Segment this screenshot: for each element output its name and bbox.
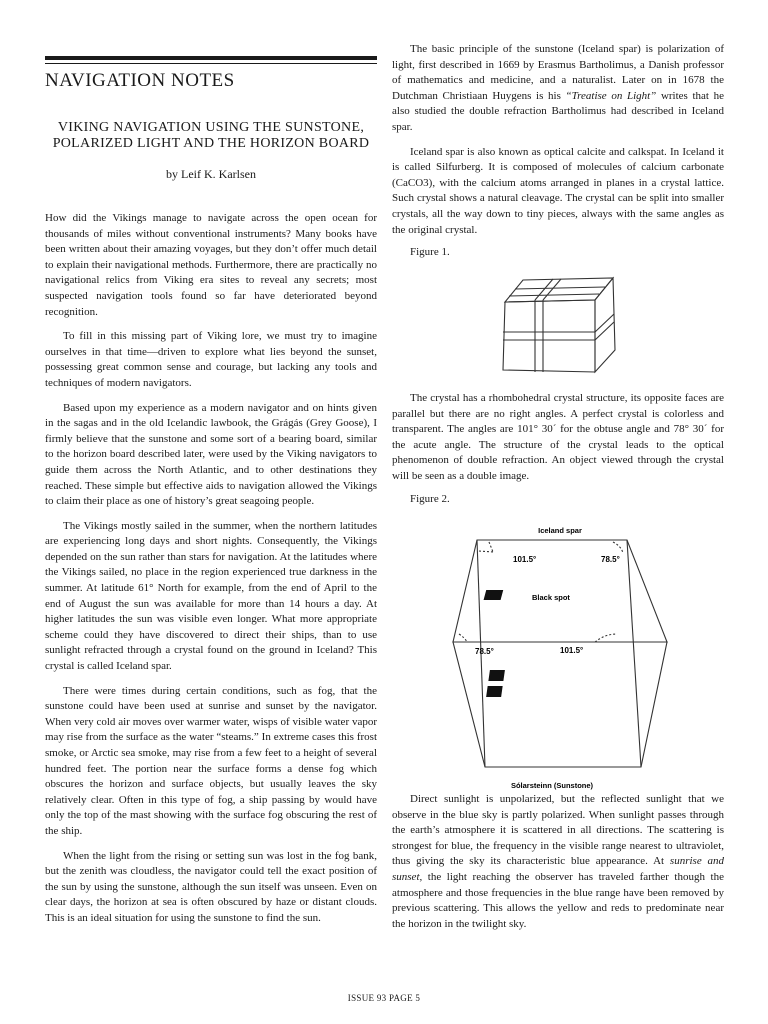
- figure-1-label: Figure 1.: [410, 246, 450, 258]
- angle-top-left: 101.5°: [513, 555, 537, 564]
- spar-right-edge: [627, 540, 641, 767]
- emphasis: sunrise and sunset,: [392, 855, 725, 883]
- spar-top-face: [453, 540, 667, 642]
- text-run: Direct sunlight is unpolarized, but the reflected sunlight that we observe in the blue sky is partly polarized. When sunlight passes through the earth’s atmosphere it is scattered in all directions. The scattering is strongest for blue, the frequency in the visible range nearest to ultraviolet, thus giving the sky its characteristic blue appearance. At: [392, 793, 724, 868]
- byline: by Leif K. Karlsen: [166, 167, 256, 181]
- paragraph: Based upon my experience as a modern navigator and on hints given in the sagas and in the old Icelandic lawbook, the Grágás (Grey Goose), I firmly believe that the sunstone and some sort of a bearing board, similar to the horizon board described later, were used by the Viking navigators to guide them across the North Atlantic, and to other destinations they reached. These simple but effective aids to navigation allowed the Vikings to claim their place as one of history’s great seagoing people.: [45, 401, 377, 508]
- left-column: [45, 211, 377, 936]
- paragraph: The crystal has a rhombohedral crystal structure, its opposite faces are parallel but there are no right angles. A perfect crystal is colorless and transparent. The angles are 101° 30´ for the obtuse angle and 78° 30´ for the acute angle. The structure of the crystal leads to the optical phenomenon of double refraction. An object viewed through the crystal will be seen as a double image.: [392, 392, 724, 482]
- paragraph: Iceland spar is also known as optical calcite and calkspat. In Iceland it is called Silfurberg. It is composed of molecules of calcium carbonate (CaCO3), with the calcium atoms arranged in planes in a crystal lattice. Such crystal shows a natural cleavage. The crystal can be split into smaller crystals, all the way down to tiny pieces, always with the same angles as the original crystal.: [392, 145, 724, 236]
- book-title: “Treatise on Light”: [565, 89, 657, 102]
- paragraph: [392, 792, 724, 932]
- figure-1-crystal-diagram: [495, 272, 645, 374]
- double-image-spot-1: [488, 670, 505, 681]
- paragraph: [392, 42, 724, 136]
- double-image-spot-2: [486, 686, 503, 697]
- paragraph: When the light from the rising or setting sun was lost in the fog bank, but the zenith was cloudless, the navigator could tell the exact position of the sun by using the sunstone, although the sun itself was unseen. Even on clear days, the horizon at sea is often obscured by haze or distant clouds. This is an ideal situation for using the sunstone to find the sun.: [45, 849, 377, 924]
- text-run: The basic principle of the sunstone (Iceland spar) is polarization of light, first described in 1669 by Erasmus Bartholimus, a Danish professor of mathematics and medicine, and a naturalist. Later on in 1678 the Dutchman Christiaan Huygens is his: [392, 43, 724, 102]
- header-rule-thin: [45, 63, 377, 64]
- angle-mid-right: 101.5°: [560, 646, 584, 655]
- figure-2-sunstone-diagram: [445, 520, 675, 792]
- text-run: writes that he also studied the double refraction Bartholimus had described in Iceland spar.: [392, 89, 724, 133]
- crystal-front-face: [503, 300, 595, 372]
- right-column-top: [392, 42, 724, 247]
- figure-2-caption: Sólarsteinn (Sunstone): [510, 781, 594, 790]
- article-title: VIKING NAVIGATION USING THE SUNSTONE, POLARIZED LIGHT AND THE HORIZON BOARD: [52, 120, 370, 151]
- angle-top-right: 78.5°: [601, 555, 620, 564]
- paragraph: There were times during certain conditions, such as fog, that the sunstone could have been used at sunrise and sunset by the navigator. When very cold air moves over warmer water, wisps of visible water vapor may rise from the surface as the water “steams.” In extreme cases this frost smoke, or Arctic sea smoke, may rise from a few feet to a height of several hundred feet. The portion near the surface forms a dense fog which obscures the horizon and surface objects, but usually leaves the sky relatively clear. Often in this type of fog, a ship passing by would have only the top of the mast showing with the surface fog obscuring the rest of the ship.: [45, 684, 377, 837]
- right-column-bottom: [392, 792, 724, 941]
- figure-2-title: Iceland spar: [538, 526, 582, 535]
- black-spot: [484, 590, 504, 600]
- paragraph: To fill in this missing part of Viking lore, we must try to imagine ourselves in that time—driven to explore what lies beyond the sunset, possessing great common sense and courage, but lacking any tools and techniques of modern navigators.: [45, 330, 377, 389]
- section-title: NAVIGATION NOTES: [45, 70, 235, 91]
- right-column-middle: [392, 391, 724, 494]
- crystal-side-face: [595, 278, 615, 372]
- page-footer: ISSUE 93 PAGE 5: [347, 993, 421, 1003]
- figure-2-label: Figure 2.: [410, 493, 450, 505]
- text-run: the light reaching the observer has traveled farther though the atmosphere and those frequencies in the blue range have been removed by previous scattering. This allows the yellow and reds to predominate near the horizon in the twilight sky.: [392, 870, 724, 930]
- header-rule-thick: [45, 56, 377, 60]
- black-spot-label: Black spot: [532, 593, 570, 602]
- paragraph: How did the Vikings manage to navigate across the open ocean for thousands of miles without conventional instruments? Many books have been written about their amazing voyages, but they don’t offer much detail to explain their navigational methods. Furthermore, there are practically no navigational relics from Viking era sites to reveal any secrets; most suspected navigation tools found so far have deteriorated beyond recognition.: [45, 212, 377, 318]
- angle-mid-left: 78.5°: [475, 647, 494, 656]
- paragraph: The Vikings mostly sailed in the summer, when the northern latitudes are experiencing long days and short nights. Consequently, the Vikings depended on the sun rather than stars for navigation. At the latitudes where the Vikings sailed, no place in the region experienced true darkness in the summer. At latitude 61° North for example, from the end of April to the end of August the sun was available for more than 14 hours a day. At higher latitudes the sun was visible even longer. What more appropriate scheme could they have discovered to direct their ships, than to use sunlight refracted through a crystal found on the ground in Iceland? This crystal is called Iceland spar.: [45, 519, 377, 673]
